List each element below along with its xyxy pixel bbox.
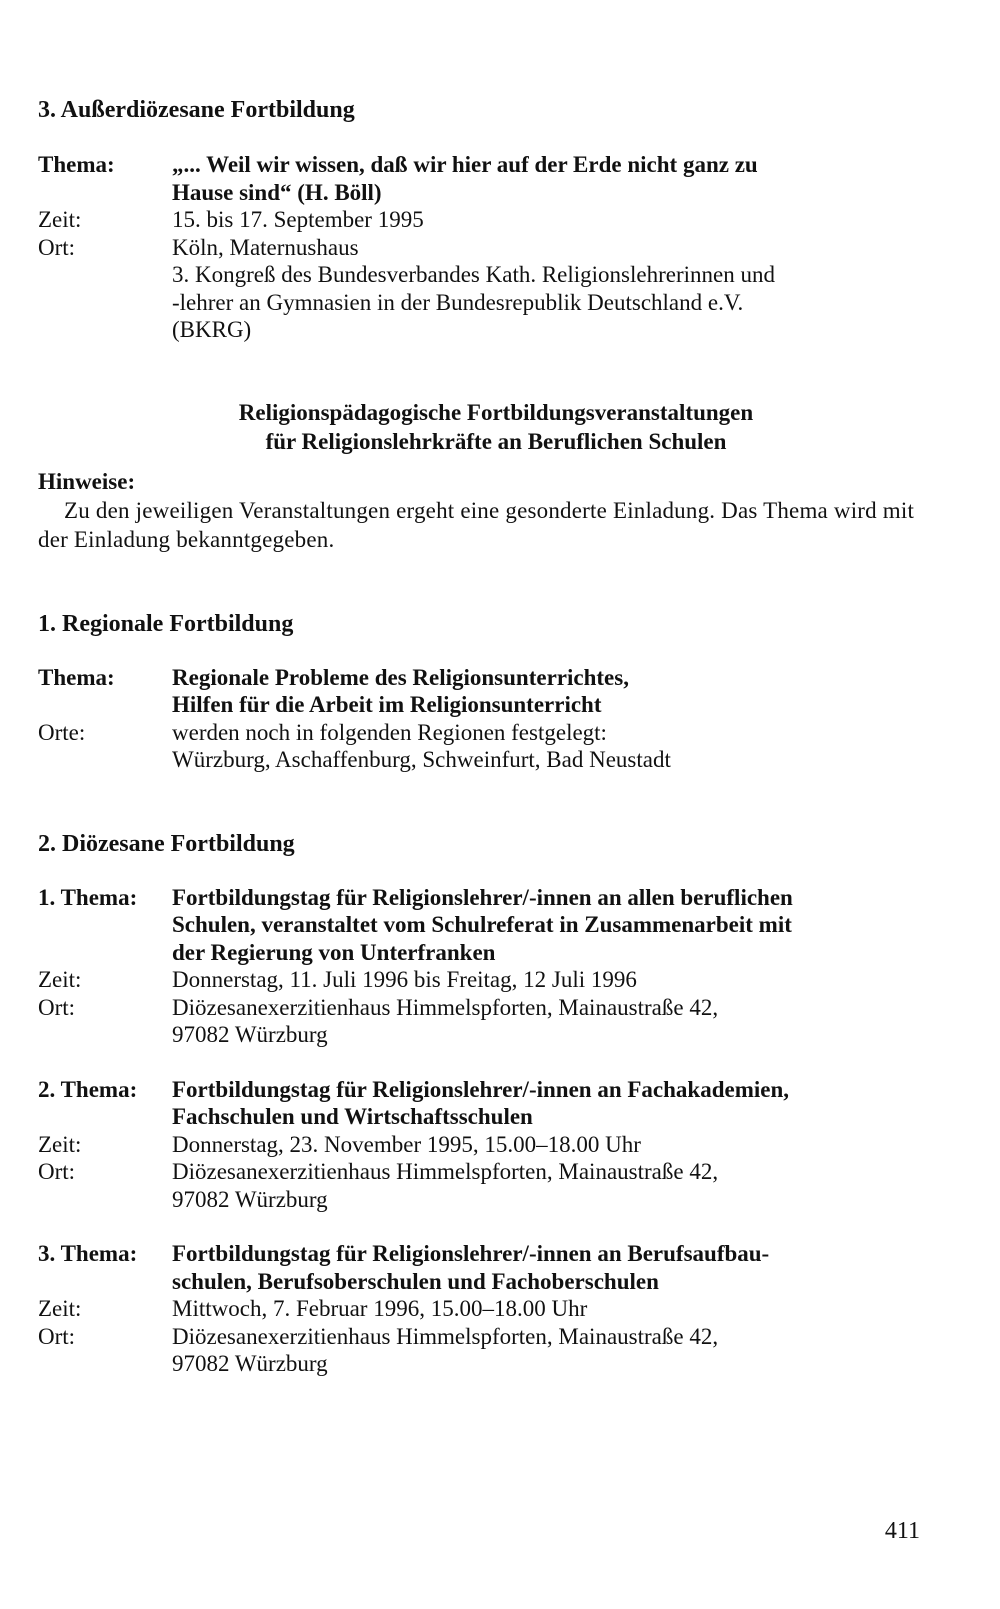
- ort-line: (BKRG): [172, 317, 252, 342]
- thema-label: 3. Thema:: [38, 1241, 138, 1266]
- ort-line: 3. Kongreß des Bundesverbandes Kath. Religionslehrerinnen und: [172, 262, 775, 287]
- ort-row: [38, 1158, 918, 1213]
- ort-row: [38, 994, 918, 1049]
- ort-value: [172, 1323, 918, 1378]
- thema-line: Fortbildungstag für Religionslehrer/-innen an allen beruflichen: [172, 884, 793, 910]
- orte-line: werden noch in folgenden Regionen festgelegt:: [172, 719, 607, 745]
- zeit-value: Mittwoch, 7. Februar 1996, 15.00–18.00 Uhr: [172, 1296, 588, 1321]
- zeit-value: 15. bis 17. September 1995: [172, 207, 424, 232]
- title-line: Religionspädagogische Fortbildungsveranstaltungen: [238, 399, 754, 425]
- title-line: für Religionslehrkräfte an Beruflichen Schulen: [265, 428, 727, 454]
- ort-value: [172, 994, 918, 1049]
- section-heading-regional: 1. Regionale Fortbildung: [38, 610, 294, 637]
- dioezesan-entry: [38, 1076, 918, 1214]
- thema-line: Fortbildungstag für Religionslehrer/-innen an Fachakademien,: [172, 1076, 790, 1102]
- zeit-row: [38, 966, 918, 994]
- ort-line: -lehrer an Gymnasien in der Bundesrepublik Deutschland e.V.: [172, 289, 744, 315]
- ort-row: [38, 1323, 918, 1378]
- orte-row: [38, 719, 918, 774]
- thema-row: [38, 1240, 918, 1295]
- zeit-row: [38, 206, 918, 234]
- page-number: 411: [884, 1518, 920, 1544]
- thema-line: schulen, Berufsoberschulen und Fachoberschulen: [172, 1268, 659, 1294]
- ort-line: 97082 Würzburg: [172, 1351, 328, 1376]
- thema-line: Hause sind“ (H. Böll): [172, 179, 382, 205]
- section-heading-ausserdioezesan: 3. Außerdiözesane Fortbildung: [38, 97, 355, 123]
- zeit-row: [38, 1131, 918, 1159]
- zeit-label: Zeit:: [38, 1296, 82, 1321]
- zeit-label: Zeit:: [38, 207, 82, 232]
- thema-row: [38, 664, 918, 719]
- zeit-value: Donnerstag, 23. November 1995, 15.00–18.00 Uhr: [172, 1131, 641, 1157]
- thema-line: „... Weil wir wissen, daß wir hier auf der Erde nicht ganz zu: [172, 152, 758, 177]
- ort-label: Ort:: [38, 1323, 76, 1349]
- dioezesan-entry: [38, 884, 918, 1049]
- thema-value: [172, 664, 918, 719]
- ort-line: 97082 Würzburg: [172, 1186, 328, 1212]
- ort-value: [172, 1158, 918, 1213]
- thema-row: [38, 1076, 918, 1131]
- ort-row: [38, 234, 918, 344]
- thema-label: Thema:: [38, 664, 115, 690]
- hinweise-block: [38, 468, 918, 554]
- ort-label: Ort:: [38, 994, 76, 1020]
- zeit-value: Donnerstag, 11. Juli 1996 bis Freitag, 12 Juli 1996: [172, 967, 637, 992]
- thema-label: 2. Thema:: [38, 1076, 138, 1102]
- thema-label: 1. Thema:: [38, 884, 138, 910]
- orte-value: [172, 719, 918, 774]
- thema-value: [172, 1240, 918, 1295]
- zeit-label: Zeit:: [38, 1131, 82, 1157]
- thema-line: Regionale Probleme des Religionsunterrichtes,: [172, 664, 629, 690]
- berufliche-schulen-title: [74, 398, 918, 456]
- thema-line: Schulen, veranstaltet vom Schulreferat in Zusammenarbeit mit: [172, 912, 792, 937]
- zeit-label: Zeit:: [38, 967, 82, 992]
- ort-line: Diözesanexerzitienhaus Himmelspforten, Mainaustraße 42,: [172, 994, 719, 1020]
- hinweise-text: Zu den jeweiligen Veranstaltungen ergeht eine gesonderte Einladung. Das Thema wird mit der Einladung bekanntgegeben.: [38, 497, 915, 552]
- orte-line: Würzburg, Aschaffenburg, Schweinfurt, Bad Neustadt: [172, 747, 671, 772]
- ausserdioezesan-entry: [38, 151, 918, 344]
- dioezesan-entry: [38, 1240, 918, 1378]
- ort-label: Ort:: [38, 234, 76, 260]
- ort-line: 97082 Würzburg: [172, 1022, 328, 1047]
- thema-label: Thema:: [38, 152, 115, 177]
- thema-line: Fachschulen und Wirtschaftsschulen: [172, 1104, 533, 1129]
- zeit-row: [38, 1295, 918, 1323]
- thema-value: [172, 1076, 918, 1131]
- orte-label: Orte:: [38, 719, 86, 745]
- thema-value: [172, 884, 918, 967]
- regional-entry: [38, 664, 918, 774]
- thema-line: der Regierung von Unterfranken: [172, 939, 496, 965]
- ort-line: Köln, Maternushaus: [172, 234, 359, 260]
- section-heading-dioezesan: 2. Diözesane Fortbildung: [38, 830, 295, 857]
- ort-label: Ort:: [38, 1159, 76, 1184]
- document-page: [38, 96, 918, 1378]
- thema-row: [38, 884, 918, 967]
- ort-line: Diözesanexerzitienhaus Himmelspforten, Mainaustraße 42,: [172, 1159, 719, 1184]
- thema-row: [38, 151, 918, 206]
- thema-line: Hilfen für die Arbeit im Religionsunterricht: [172, 692, 602, 717]
- thema-line: Fortbildungstag für Religionslehrer/-innen an Berufsaufbau-: [172, 1241, 770, 1266]
- hinweise-label: Hinweise:: [38, 468, 136, 494]
- thema-value: [172, 151, 918, 206]
- ort-line: Diözesanexerzitienhaus Himmelspforten, Mainaustraße 42,: [172, 1323, 719, 1349]
- ort-value: [172, 234, 918, 344]
